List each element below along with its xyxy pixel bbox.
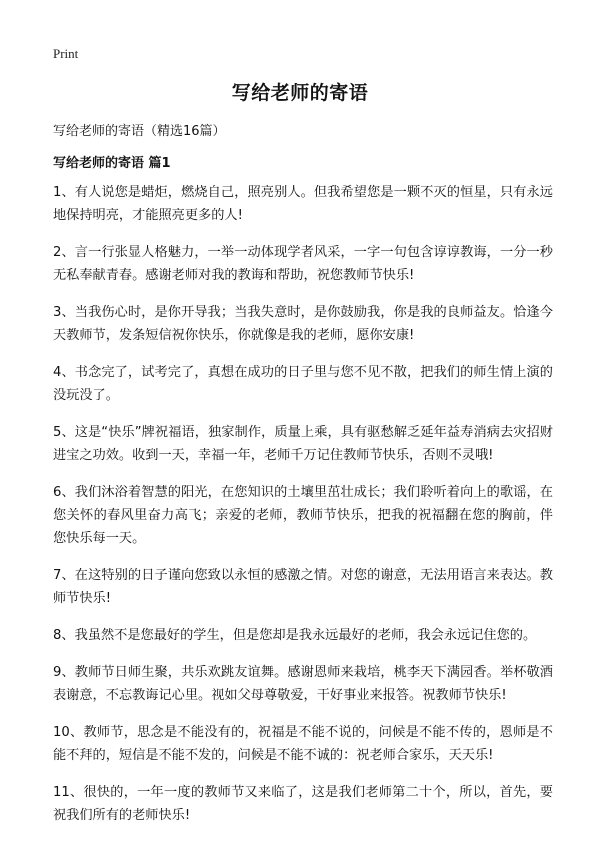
paragraph: 7、在这特别的日子谨向您致以永恒的感激之情。对您的谢意，无法用语言来表达。教师节快乐! bbox=[53, 568, 553, 606]
paragraph: 2、言一行张显人格魅力，一举一动体现学者风采，一字一句包含谆谆教诲，一分一秒无私奉献青春。感谢老师对我的教诲和帮助，祝您教师节快乐! bbox=[53, 245, 553, 283]
paragraph: 4、书念完了，试考完了，真想在成功的日子里与您不见不散，把我们的师生情上演的没玩没了。 bbox=[53, 365, 553, 403]
page-title: 写给老师的寄语 bbox=[231, 82, 369, 104]
paragraph: 3、当我伤心时，是你开导我；当我失意时，是你鼓励我，你是我的良师益友。恰逢今天教师节，发条短信祝你快乐，你就像是我的老师，愿你安康! bbox=[53, 305, 553, 343]
paragraph: 5、这是“快乐”牌祝福语，独家制作，质量上乘，具有驱愁解乏延年益寿消病去灾招财进宝之功效。收到一天，幸福一年，老师千万记住教师节快乐，否则不灵哦! bbox=[53, 425, 553, 463]
paragraph: 11、很快的，一年一度的教师节又来临了，这是我们老师第二十个，所以，首先，要祝我们所有的老师快乐! bbox=[53, 785, 553, 823]
paragraph-list bbox=[53, 181, 553, 841]
paragraph: 9、教师节日师生聚，共乐欢跳友谊舞。感谢恩师来栽培，桃李天下满园香。举杯敬酒表谢意，不忘教诲记心里。视如父母尊敬爱，干好事业来报答。祝教师节快乐! bbox=[53, 665, 553, 703]
paragraph: 1、有人说您是蜡炬，燃烧自己，照亮别人。但我希望您是一颗不灭的恒星，只有永远地保持明亮，才能照亮更多的人! bbox=[53, 185, 553, 223]
paragraph: 6、我们沐浴着智慧的阳光，在您知识的土壤里茁壮成长；我们聆听着向上的歌谣，在您关怀的春风里奋力高飞；亲爱的老师，教师节快乐，把我的祝福翻在您的胸前，伴您快乐每一天。 bbox=[53, 485, 553, 546]
section-heading: 写给老师的寄语 篇1 bbox=[53, 156, 171, 171]
document-subtitle: 写给老师的寄语（精选16篇） bbox=[53, 124, 226, 139]
paragraph: 8、我虽然不是您最好的学生，但是您却是我永远最好的老师，我会永远记住您的。 bbox=[53, 628, 537, 643]
print-link[interactable]: Print bbox=[53, 46, 79, 61]
paragraph: 10、教师节，思念是不能没有的，祝福是不能不说的，问候是不能不传的，恩师是不能不拜的，短信是不能不发的，问候是不能不诚的：祝老师合家乐，天天乐! bbox=[53, 725, 553, 763]
